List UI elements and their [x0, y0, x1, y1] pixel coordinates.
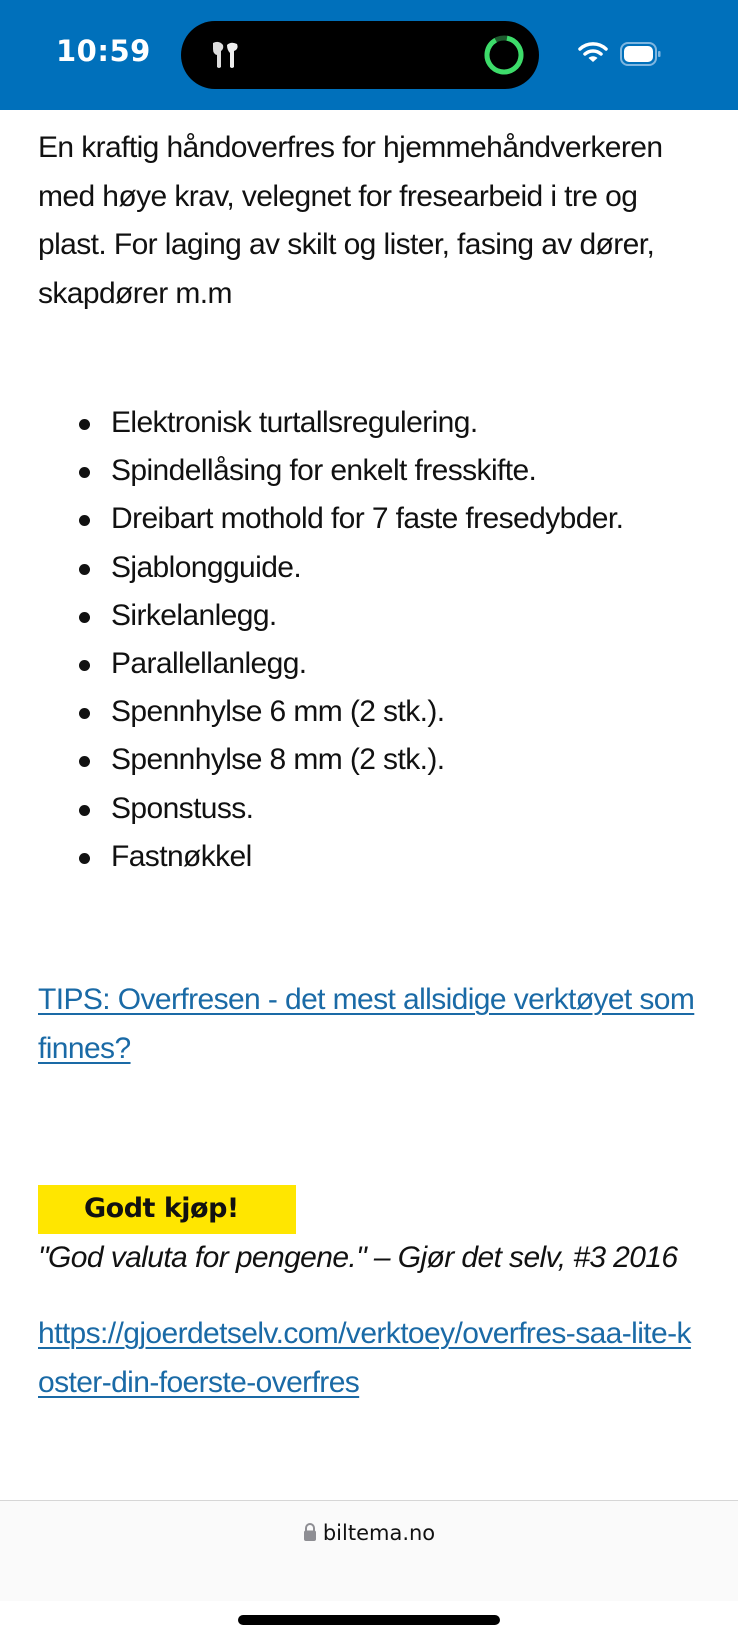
bullet-icon — [79, 515, 90, 526]
status-bar — [0, 0, 738, 110]
feature-item: Parallellanlegg. — [111, 640, 623, 688]
article-content — [38, 124, 698, 1399]
wifi-icon — [578, 40, 608, 69]
source-paragraph — [38, 1310, 698, 1407]
tips-link[interactable]: TIPS: Overfresen - det mest allsidige verktøyet som finnes? — [38, 983, 695, 1065]
home-indicator[interactable] — [238, 1615, 500, 1625]
lock-icon — [303, 1522, 317, 1542]
activity-ring-icon — [483, 34, 525, 81]
feature-list — [111, 399, 623, 881]
bullet-icon — [79, 853, 90, 864]
bullet-icon — [79, 467, 90, 478]
bullet-icon — [79, 805, 90, 816]
address-display[interactable] — [0, 1521, 738, 1545]
tips-paragraph — [38, 976, 698, 1073]
feature-item: Dreibart mothold for 7 faste fresedybder. — [111, 495, 623, 543]
battery-icon — [620, 42, 662, 71]
dynamic-island[interactable] — [181, 21, 539, 89]
domain-label: biltema.no — [322, 1521, 436, 1545]
bullet-icon — [79, 564, 90, 575]
feature-item: Spindellåsing for enkelt fresskifte. — [111, 447, 623, 495]
status-time: 10:59 — [56, 34, 151, 68]
feature-item: Sjablongguide. — [111, 544, 623, 592]
bullet-icon — [79, 419, 90, 430]
feature-item: Fastnøkkel — [111, 833, 623, 881]
bullet-icon — [79, 756, 90, 767]
feature-item: Elektronisk turtallsregulering. — [111, 399, 623, 447]
badge-label: Godt kjøp! — [84, 1193, 239, 1224]
feature-item: Spennhylse 6 mm (2 stk.). — [111, 688, 623, 736]
product-description: En kraftig håndoverfres for hjemmehåndverkeren med høye krav, velegnet for fresearbeid i tre og plast. For laging av skilt og lister, fasing av dører, skapdører m.m — [38, 131, 663, 310]
airpods-icon — [207, 39, 243, 76]
good-buy-badge — [38, 1185, 296, 1234]
browser-address-bar[interactable] — [0, 1500, 738, 1601]
feature-item: Sponstuss. — [111, 785, 623, 833]
feature-item: Sirkelanlegg. — [111, 592, 623, 640]
bullet-icon — [79, 708, 90, 719]
review-quote: "God valuta for pengene." – Gjør det selv, #3 2016 — [38, 1241, 678, 1274]
feature-item: Spennhylse 8 mm (2 stk.). — [111, 736, 623, 784]
source-link[interactable]: https://gjoerdetselv.com/verktoey/overfres-saa-lite-koster-din-foerste-overfres — [38, 1317, 691, 1399]
bullet-icon — [79, 660, 90, 671]
bullet-icon — [79, 612, 90, 623]
